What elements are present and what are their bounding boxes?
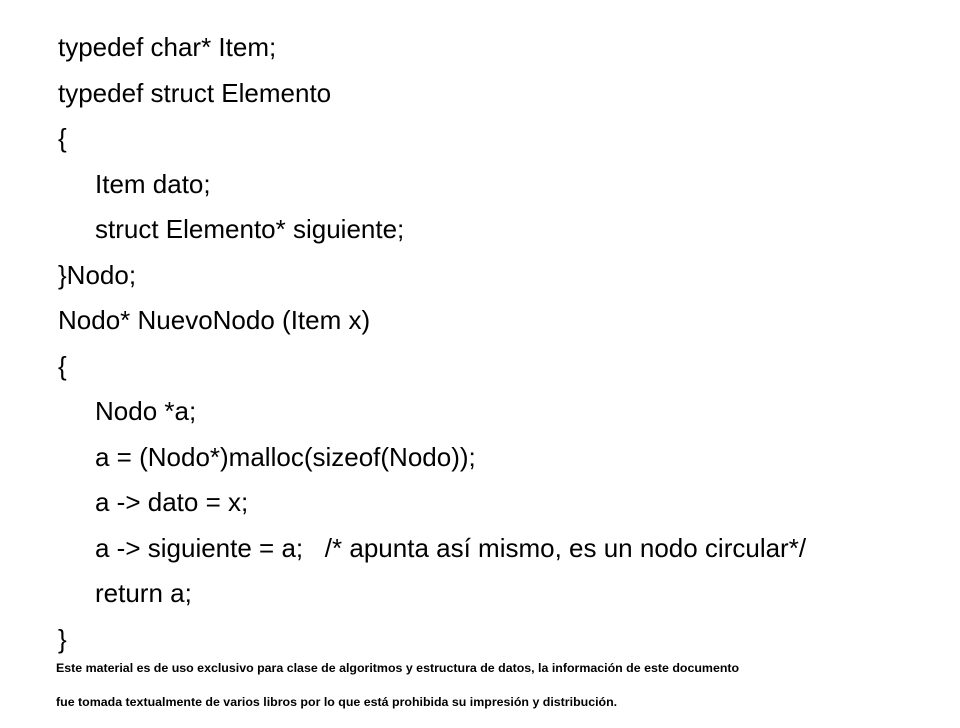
code-line: struct Elemento* siguiente; [95, 214, 405, 244]
disclaimer-line-2: fue tomada textualmente de varios libros por lo que está prohibida su impresión y distribución. [56, 695, 618, 709]
code-line: typedef struct Elemento [58, 77, 332, 108]
code-block [58, 25, 938, 662]
code-line: a = (Nodo*)malloc(sizeof(Nodo)); [95, 441, 476, 472]
code-line: typedef char* Item; [58, 32, 277, 62]
disclaimer-footer [56, 643, 926, 728]
code-line: { [58, 123, 67, 153]
code-line: return a; [95, 578, 192, 608]
code-line: a -> siguiente = a; /* apunta así mismo, es un nodo circular*/ [95, 532, 807, 563]
code-line: a -> dato = x; [95, 487, 249, 517]
code-line: } [58, 623, 67, 654]
code-line: Item dato; [95, 168, 211, 199]
code-line: Nodo* NuevoNodo (Item x) [58, 305, 371, 335]
code-line: }Nodo; [58, 259, 137, 290]
code-line: Nodo *a; [95, 396, 197, 426]
disclaimer-line-1: Este material es de uso exclusivo para clase de algoritmos y estructura de datos, la información de este documento [56, 661, 740, 675]
code-line: { [58, 350, 67, 381]
